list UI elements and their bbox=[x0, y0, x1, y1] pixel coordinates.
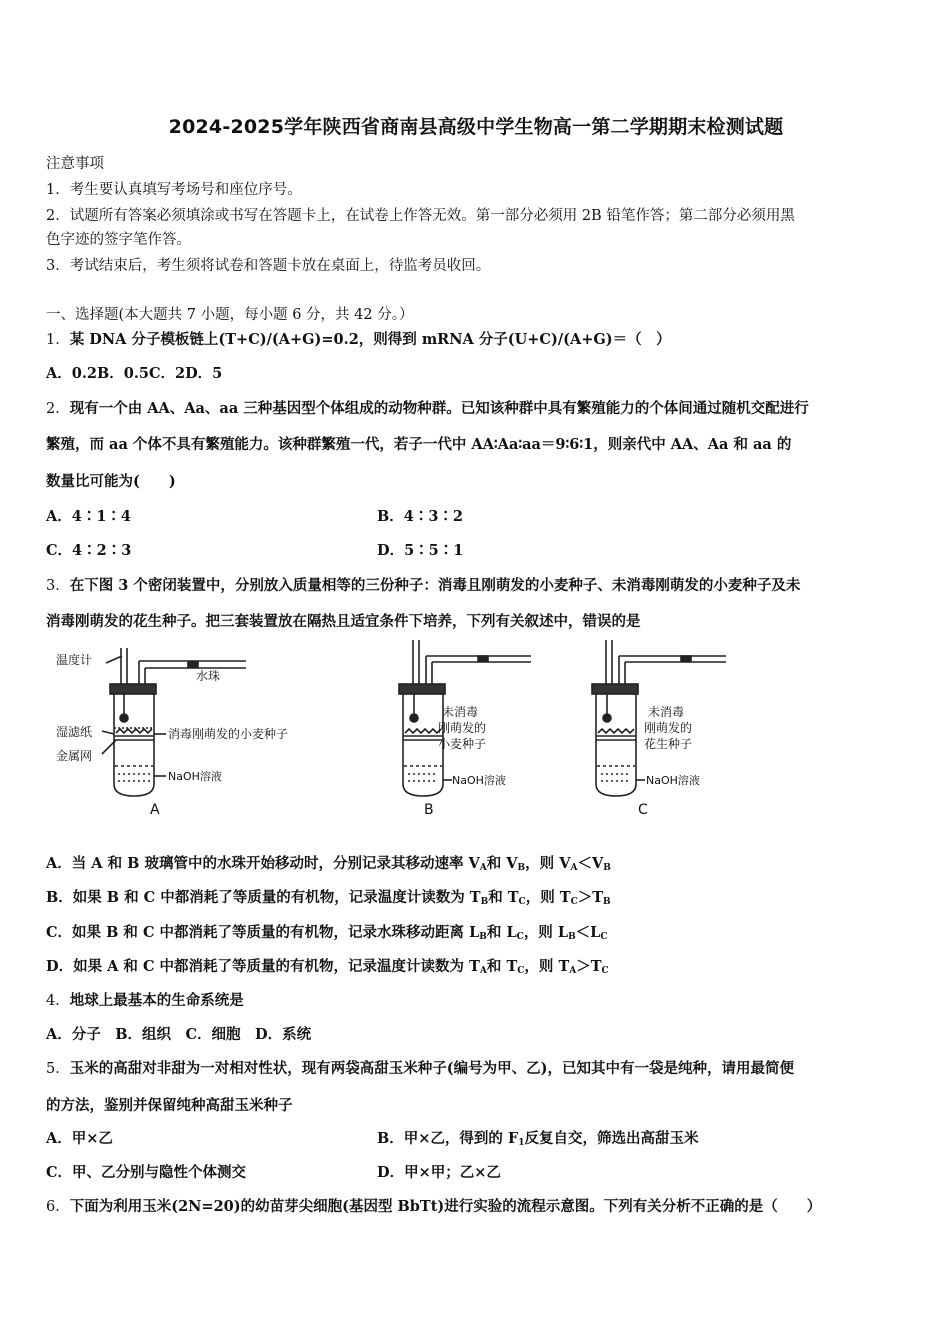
question-4 bbox=[46, 989, 244, 1010]
option-a: A．4∶1∶4 bbox=[46, 508, 132, 525]
note-item: 1．考生要认真填写考场号和座位序号。 bbox=[46, 182, 302, 198]
label-seeds-c-line: 未消毒 bbox=[648, 705, 685, 719]
question-5 bbox=[46, 1057, 794, 1078]
question-stem: 下面为利用玉米(2N=20)的幼苗芽尖细胞(基因型 BbTt)进行实验的流程示意图。下列有关分析不正确的是（ ） bbox=[69, 1198, 822, 1215]
label-seeds-a: 消毒刚萌发的小麦种子 bbox=[168, 727, 289, 741]
note-item: 2．试题所有答案必须填涂或书写在答题卡上，在试卷上作答无效。第一部分必须用 2B 铅笔作答；第二部分必须用黑 bbox=[46, 208, 795, 224]
option-c: C．甲、乙分别与隐性个体测交 bbox=[46, 1164, 247, 1181]
label-naoh-b: NaOH溶液 bbox=[452, 774, 506, 787]
apparatus-figure bbox=[46, 636, 726, 826]
label-c: C bbox=[638, 802, 648, 818]
label-seeds-c-line: 刚萌发的 bbox=[644, 721, 693, 735]
label-seeds-b-line: 刚萌发的 bbox=[438, 721, 487, 735]
question-4-options: A．分子 B．组织 C．细胞 D．系统 bbox=[46, 1026, 312, 1043]
label-naoh-c: NaOH溶液 bbox=[646, 774, 700, 787]
question-3 bbox=[46, 574, 800, 595]
option-d: D．甲×甲；乙×乙 bbox=[377, 1164, 501, 1181]
label-naoh-a: NaOH溶液 bbox=[168, 770, 222, 783]
question-number: 4． bbox=[46, 993, 70, 1009]
question-stem: 玉米的高甜对非甜为一对相对性状，现有两袋高甜玉米种子(编号为甲、乙)，已知其中有一袋是纯种，请用最简便 bbox=[69, 1060, 794, 1077]
question-stem: 现有一个由 AA、Aa、aa 三种基因型个体组成的动物种群。已知该种群中具有繁殖能力的个体间通过随机交配进行 bbox=[69, 400, 809, 417]
question-stem-line: 繁殖，而 aa 个体不具有繁殖能力。该种群繁殖一代，若子一代中 AA∶Aa∶aa＝9∶6∶1，则亲代中 AA、Aa 和 aa 的 bbox=[46, 436, 792, 453]
option-d: D．5∶5∶1 bbox=[377, 542, 464, 559]
question-1 bbox=[46, 328, 671, 349]
page-title: 2024-2025学年陕西省商南县高级中学生物高一第二学期期末检测试题 bbox=[168, 116, 784, 138]
option-c: C．如果 B 和 C 中都消耗了等质量的有机物，记录水珠移动距离 $L_B$和 $L_C$，则 $L_B<L_C$ bbox=[46, 924, 608, 942]
option-b: B．4∶3∶2 bbox=[377, 508, 464, 525]
notes-heading: 注意事项 bbox=[46, 156, 104, 172]
question-stem-line: 数量比可能为( ) bbox=[46, 473, 176, 490]
label-wet-paper: 湿滤纸 bbox=[56, 725, 93, 739]
option-c: C．4∶2∶3 bbox=[46, 542, 132, 559]
question-stem: 某 DNA 分子模板链上(T+C)/(A+G)=0.2，则得到 mRNA 分子(U+C)/(A+G)＝（ ） bbox=[69, 331, 671, 348]
label-seeds-c-line: 花生种子 bbox=[644, 737, 693, 751]
note-item: 色字迹的签字笔作答。 bbox=[46, 232, 191, 248]
label-seeds-b-line: 小麦种子 bbox=[438, 737, 487, 751]
question-stem-line: 消毒刚萌发的花生种子。把三套装置放在隔热且适宜条件下培养，下列有关叙述中，错误的是 bbox=[46, 613, 641, 630]
option-d: D．如果 A 和 C 中都消耗了等质量的有机物，记录温度计读数为 $T_A$和 $T_C$，则 $T_A>T_C$ bbox=[46, 958, 609, 976]
option-a: A．甲×乙 bbox=[46, 1130, 113, 1147]
question-stem-line: 的方法，鉴别并保留纯种高甜玉米种子 bbox=[46, 1097, 293, 1114]
option-b: B．甲×乙，得到的 $F_1$反复自交，筛选出高甜玉米 bbox=[377, 1130, 699, 1148]
question-stem: 地球上最基本的生命系统是 bbox=[69, 992, 244, 1009]
label-water-bead: 水珠 bbox=[196, 669, 221, 683]
option-a: A．当 A 和 B 玻璃管中的水珠开始移动时，分别记录其移动速率 $V_A$和 $V_B$，则 $V_A<V_B$ bbox=[46, 855, 611, 873]
question-1-options: A．0.2B．0.5C．2D．5 bbox=[46, 365, 223, 382]
question-6 bbox=[46, 1195, 821, 1216]
question-number: 6． bbox=[46, 1199, 70, 1215]
note-item: 3．考试结束后，考生须将试卷和答题卡放在桌面上，待监考员收回。 bbox=[46, 258, 491, 274]
label-thermometer: 温度计 bbox=[56, 653, 93, 667]
label-seeds-b-line: 未消毒 bbox=[442, 705, 479, 719]
question-stem: 在下图 3 个密闭装置中，分别放入质量相等的三份种子：消毒且刚萌发的小麦种子、未消毒刚萌发的小麦种子及未 bbox=[69, 577, 801, 594]
section-heading: 一、选择题(本大题共 7 小题，每小题 6 分，共 42 分。） bbox=[46, 307, 414, 323]
option-b: B．如果 B 和 C 中都消耗了等质量的有机物，记录温度计读数为 $T_B$和 $T_C$，则 $T_C>T_B$ bbox=[46, 889, 611, 907]
question-number: 2． bbox=[46, 401, 70, 417]
label-a: A bbox=[150, 802, 160, 818]
label-b: B bbox=[424, 802, 434, 818]
question-number: 1． bbox=[46, 332, 70, 348]
label-metal-net: 金属网 bbox=[56, 749, 93, 763]
question-2 bbox=[46, 397, 809, 418]
question-number: 3． bbox=[46, 578, 70, 594]
question-number: 5． bbox=[46, 1061, 70, 1077]
